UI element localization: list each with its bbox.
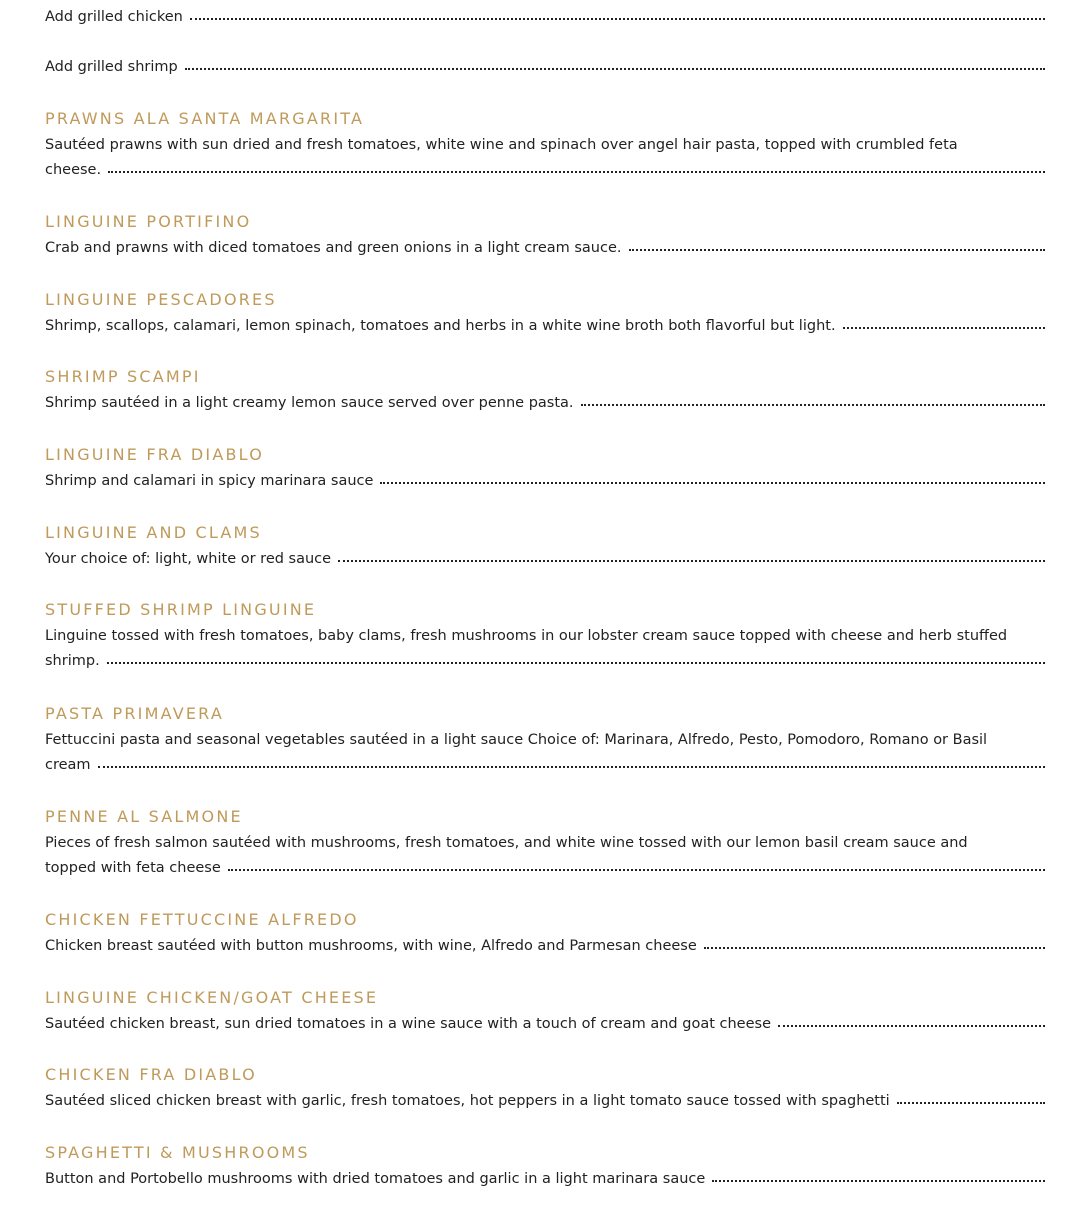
dotted-leader <box>380 482 1045 484</box>
menu-item-penne-al-salmone <box>45 806 1045 881</box>
item-title: LINGUINE AND CLAMS <box>45 523 262 542</box>
item-description-text: Crab and prawns with diced tomatoes and green onions in a light cream sauce. <box>45 240 622 256</box>
item-description-line-1: Pieces of fresh salmon sautéed with mushrooms, fresh tomatoes, and white wine tossed with our lemon basil cream sauce and <box>45 835 968 851</box>
dotted-leader <box>338 560 1045 562</box>
addon-grilled-shrimp <box>45 57 1045 77</box>
item-title: LINGUINE CHICKEN/GOAT CHEESE <box>45 988 379 1007</box>
item-description-line-2 <box>45 856 1045 881</box>
item-title: LINGUINE FRA DIABLO <box>45 445 264 464</box>
item-description-text: Button and Portobello mushrooms with dried tomatoes and garlic in a light marinara sauce <box>45 1171 706 1187</box>
item-title: PASTA PRIMAVERA <box>45 704 224 723</box>
item-description-text: Shrimp sautéed in a light creamy lemon sauce served over penne pasta. <box>45 395 574 411</box>
item-description-line-1: Sautéed prawns with sun dried and fresh tomatoes, white wine and spinach over angel hair pasta, topped with crumbled feta <box>45 137 958 153</box>
menu-item-chicken-fettuccine-alfredo <box>45 909 1045 959</box>
item-description-text: Shrimp and calamari in spicy marinara sauce <box>45 473 374 489</box>
item-description <box>45 391 1045 416</box>
item-description-text: Sautéed sliced chicken breast with garlic, fresh tomatoes, hot peppers in a light tomato sauce tossed with spaghetti <box>45 1093 890 1109</box>
menu-item-linguine-chicken-goat-cheese <box>45 987 1045 1037</box>
addon-label: Add grilled chicken <box>45 9 183 25</box>
item-title: PENNE AL SALMONE <box>45 807 243 826</box>
item-description <box>45 1012 1045 1037</box>
dotted-leader <box>897 1102 1045 1104</box>
item-description-text: Shrimp, scallops, calamari, lemon spinach, tomatoes and herbs in a white wine broth both flavorful but light. <box>45 318 836 334</box>
item-title: SPAGHETTI & MUSHROOMS <box>45 1143 310 1162</box>
menu-item-prawns-santa-margarita <box>45 108 1045 183</box>
dotted-leader <box>108 171 1045 173</box>
dotted-leader <box>228 869 1045 871</box>
item-description-line-2 <box>45 649 1045 674</box>
menu-item-chicken-fra-diablo <box>45 1064 1045 1114</box>
menu-item-linguine-fra-diablo <box>45 444 1045 494</box>
menu-item-stuffed-shrimp-linguine <box>45 599 1045 674</box>
item-title: CHICKEN FETTUCCINE ALFREDO <box>45 910 359 929</box>
item-description-line-2 <box>45 158 1045 183</box>
item-title: PRAWNS ALA SANTA MARGARITA <box>45 109 365 128</box>
item-description-line-2 <box>45 753 1045 778</box>
item-description <box>45 1089 1045 1114</box>
item-description-end: shrimp. <box>45 653 100 669</box>
item-description <box>45 469 1045 494</box>
menu-item-shrimp-scampi <box>45 366 1045 416</box>
dotted-leader <box>190 18 1045 20</box>
addon-label: Add grilled shrimp <box>45 59 178 75</box>
item-description-text: Chicken breast sautéed with button mushrooms, with wine, Alfredo and Parmesan cheese <box>45 938 697 954</box>
item-title: CHICKEN FRA DIABLO <box>45 1065 257 1084</box>
item-title: LINGUINE PESCADORES <box>45 290 277 309</box>
item-description <box>45 547 1045 572</box>
item-title: LINGUINE PORTIFINO <box>45 212 252 231</box>
item-description-end: cream <box>45 757 91 773</box>
dotted-leader <box>185 68 1045 70</box>
item-description <box>45 934 1045 959</box>
dotted-leader <box>629 249 1045 251</box>
menu-item-linguine-and-clams <box>45 522 1045 572</box>
item-description <box>45 314 1045 339</box>
menu-item-pasta-primavera <box>45 703 1045 778</box>
item-description-end: topped with feta cheese <box>45 860 221 876</box>
dotted-leader <box>704 947 1045 949</box>
menu-item-linguine-pescadores <box>45 289 1045 339</box>
item-description-line-1: Linguine tossed with fresh tomatoes, baby clams, fresh mushrooms in our lobster cream sauce topped with cheese and herb stuffed <box>45 628 1008 644</box>
addon-grilled-chicken <box>45 7 1045 27</box>
dotted-leader <box>843 327 1045 329</box>
item-description <box>45 236 1045 261</box>
dotted-leader <box>712 1180 1045 1182</box>
item-title: SHRIMP SCAMPI <box>45 367 201 386</box>
menu-item-linguine-portifino <box>45 211 1045 261</box>
item-description-text: Your choice of: light, white or red sauce <box>45 551 332 567</box>
dotted-leader <box>107 662 1045 664</box>
menu-item-spaghetti-mushrooms <box>45 1142 1045 1192</box>
item-description-line-1: Fettuccini pasta and seasonal vegetables sautéed in a light sauce Choice of: Marinara, Alfredo, Pesto, Pomodoro, Romano or Basil <box>45 732 988 748</box>
item-description <box>45 1167 1045 1192</box>
dotted-leader <box>98 766 1045 768</box>
item-title: STUFFED SHRIMP LINGUINE <box>45 600 317 619</box>
dotted-leader <box>581 404 1045 406</box>
item-description-end: cheese. <box>45 162 102 178</box>
dotted-leader <box>778 1025 1045 1027</box>
item-description-text: Sautéed chicken breast, sun dried tomatoes in a wine sauce with a touch of cream and goat cheese <box>45 1016 771 1032</box>
